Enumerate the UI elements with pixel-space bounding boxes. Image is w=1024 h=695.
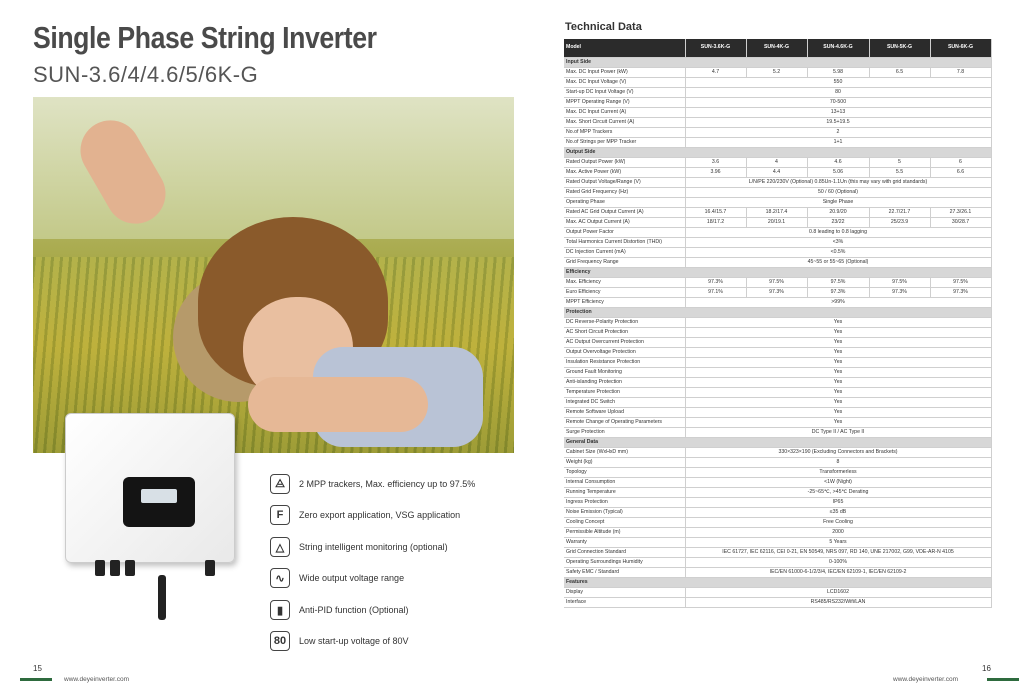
row-value: <1W (Night) xyxy=(685,477,991,487)
row-value: 50 / 60 (Optional) xyxy=(685,187,991,197)
table-row xyxy=(564,77,991,87)
table-row xyxy=(564,107,991,117)
row-label: Grid Connection Standard xyxy=(564,547,685,557)
row-value: 19.5+19.5 xyxy=(685,117,991,127)
row-value: RS485/RS232/Wifi/LAN xyxy=(685,597,991,607)
row-value: 30/28.7 xyxy=(930,217,991,227)
row-label: Warranty xyxy=(564,537,685,547)
row-label: Display xyxy=(564,587,685,597)
table-row xyxy=(564,377,991,387)
lifestyle-photo xyxy=(33,97,514,453)
feature-text: Wide output voltage range xyxy=(299,573,405,583)
table-row xyxy=(564,567,991,577)
row-value: 97.3% xyxy=(807,287,869,297)
technical-data-table xyxy=(564,39,992,608)
row-label: Grid Frequency Range xyxy=(564,257,685,267)
row-label: Total Harmonics Current Distortion (THDi) xyxy=(564,237,685,247)
row-value: Yes xyxy=(685,407,991,417)
row-label: Remote Change of Operating Parameters xyxy=(564,417,685,427)
table-row xyxy=(564,277,991,287)
row-value: 97.3% xyxy=(746,287,807,297)
row-label: Max. DC Input Power (kW) xyxy=(564,67,685,77)
table-row xyxy=(564,527,991,537)
table-row xyxy=(564,297,991,307)
efficiency-chart-icon: ⨺ xyxy=(270,474,290,494)
table-row xyxy=(564,487,991,497)
row-value: Yes xyxy=(685,397,991,407)
row-label: Internal Consumption xyxy=(564,477,685,487)
row-value: 16.4/15.7 xyxy=(685,207,746,217)
page-number: 16 xyxy=(982,664,991,673)
table-row xyxy=(564,137,991,147)
row-label: Integrated DC Switch xyxy=(564,397,685,407)
table-row xyxy=(564,117,991,127)
row-value: 97.3% xyxy=(685,277,746,287)
row-label: Start-up DC Input Voltage (V) xyxy=(564,87,685,97)
row-value: 0.8 leading to 0.8 lagging xyxy=(685,227,991,237)
row-label: Safety EMC / Standard xyxy=(564,567,685,577)
feature-text: Zero export application, VSG application xyxy=(299,510,461,520)
row-value: 97.5% xyxy=(746,277,807,287)
section-label: Features xyxy=(564,577,991,587)
row-label: AC Short Circuit Protection xyxy=(564,327,685,337)
table-row xyxy=(564,247,991,257)
row-label: Weight (kg) xyxy=(564,457,685,467)
row-value: 5 xyxy=(869,157,930,167)
row-label: Max. Efficiency xyxy=(564,277,685,287)
table-row xyxy=(564,287,991,297)
table-row xyxy=(564,457,991,467)
row-value: 1+1 xyxy=(685,137,991,147)
row-value: 4.7 xyxy=(685,67,746,77)
sine-wave-icon: ∿ xyxy=(270,568,290,588)
connector-icon xyxy=(110,560,120,576)
header-model-cell: SUN-4.6K-G xyxy=(807,39,869,57)
row-label: Max. AC Output Current (A) xyxy=(564,217,685,227)
row-label: Temperature Protection xyxy=(564,387,685,397)
row-value: 18.2/17.4 xyxy=(746,207,807,217)
header-model-label: Model xyxy=(564,39,685,57)
row-value: 4.4 xyxy=(746,167,807,177)
row-label: DC Reverse-Polarity Protection xyxy=(564,317,685,327)
row-value: ≤35 dB xyxy=(685,507,991,517)
photo-girl-arm xyxy=(248,377,428,432)
header-model-cell: SUN-3.6K-G xyxy=(685,39,746,57)
table-row xyxy=(564,507,991,517)
footer-accent-line xyxy=(987,678,1019,681)
table-row xyxy=(564,207,991,217)
row-value: 13+13 xyxy=(685,107,991,117)
row-value: 3.6 xyxy=(685,157,746,167)
feature-text: Low start-up voltage of 80V xyxy=(299,636,409,646)
row-value: 4.6 xyxy=(807,157,869,167)
section-row xyxy=(564,577,991,587)
row-value: IEC 61727, IEC 62116, CEI 0-21, EN 50549, NRS 097, RD 140, UNE 217002, G99, VDE-AR-N 4105 xyxy=(685,547,991,557)
table-row xyxy=(564,467,991,477)
row-label: Rated Output Voltage/Range (V) xyxy=(564,177,685,187)
row-label: Ingress Protection xyxy=(564,497,685,507)
row-value: 97.1% xyxy=(685,287,746,297)
row-value: 27.3/26.1 xyxy=(930,207,991,217)
table-row xyxy=(564,67,991,77)
page-title: Single Phase String Inverter xyxy=(33,20,377,55)
table-row xyxy=(564,397,991,407)
table-row xyxy=(564,357,991,367)
table-row xyxy=(564,517,991,527)
row-value: 2 xyxy=(685,127,991,137)
row-label: Interface xyxy=(564,597,685,607)
row-value: 8 xyxy=(685,457,991,467)
table-row xyxy=(564,367,991,377)
section-row xyxy=(564,437,991,447)
row-value: 7.8 xyxy=(930,67,991,77)
row-label: Max. Active Power (kW) xyxy=(564,167,685,177)
row-label: No.of MPP Trackers xyxy=(564,127,685,137)
row-value: 97.3% xyxy=(869,287,930,297)
table-row xyxy=(564,417,991,427)
row-label: Output Power Factor xyxy=(564,227,685,237)
model-subtitle: SUN-3.6/4/4.6/5/6K-G xyxy=(33,62,259,87)
row-label: Permissible Altitude (m) xyxy=(564,527,685,537)
table-row xyxy=(564,157,991,167)
table-row xyxy=(564,347,991,357)
footer-url: www.deyeinverter.com xyxy=(64,676,130,683)
table-row xyxy=(564,127,991,137)
row-value: -25~65℃, >45℃ Derating xyxy=(685,487,991,497)
row-value: Transformerless xyxy=(685,467,991,477)
feature-text: String intelligent monitoring (optional) xyxy=(299,542,448,552)
connector-icon xyxy=(95,560,105,576)
row-value: 18/17.2 xyxy=(685,217,746,227)
table-row xyxy=(564,97,991,107)
row-value: 6.5 xyxy=(869,67,930,77)
header-model-cell: SUN-5K-G xyxy=(869,39,930,57)
table-row xyxy=(564,327,991,337)
footer-url: www.deyeinverter.com xyxy=(893,676,959,683)
page-number: 15 xyxy=(33,664,42,673)
inverter-lcd-screen xyxy=(141,489,177,503)
row-value: Yes xyxy=(685,317,991,327)
header-model-cell: SUN-4K-G xyxy=(746,39,807,57)
row-value: L/N/PE 220/230V (Optional) 0.85Un-1.1Un (this may vary with grid standards) xyxy=(685,177,991,187)
table-row xyxy=(564,447,991,457)
section-label: Protection xyxy=(564,307,991,317)
row-value: Yes xyxy=(685,377,991,387)
row-value: 97.3% xyxy=(930,287,991,297)
row-value: Single Phase xyxy=(685,197,991,207)
table-row xyxy=(564,317,991,327)
row-value: IEC/EN 61000-6-1/2/3/4, IEC/EN 62109-1, IEC/EN 62109-2 xyxy=(685,567,991,577)
section-row xyxy=(564,147,991,157)
row-label: MPPT Efficiency xyxy=(564,297,685,307)
panel-icon: ▮ xyxy=(270,600,290,620)
triangle-monitor-icon: △ xyxy=(270,537,290,557)
row-value: <3% xyxy=(685,237,991,247)
row-value: 550 xyxy=(685,77,991,87)
row-value: Yes xyxy=(685,387,991,397)
table-row xyxy=(564,257,991,267)
feature-item xyxy=(270,504,460,526)
row-label: Topology xyxy=(564,467,685,477)
table-row xyxy=(564,557,991,567)
section-row xyxy=(564,307,991,317)
section-title: Technical Data xyxy=(565,21,642,33)
table-row xyxy=(564,587,991,597)
row-label: Max. Short Circuit Current (A) xyxy=(564,117,685,127)
row-label: Euro Efficiency xyxy=(564,287,685,297)
row-value: Yes xyxy=(685,417,991,427)
section-label: Input Side xyxy=(564,57,991,67)
row-label: DC Injection Current (mA) xyxy=(564,247,685,257)
row-label: Insulation Resistance Protection xyxy=(564,357,685,367)
table-row xyxy=(564,427,991,437)
row-value: 23/22 xyxy=(807,217,869,227)
connector-icon xyxy=(125,560,135,576)
row-label: Output Overvoltage Protection xyxy=(564,347,685,357)
table-row xyxy=(564,497,991,507)
row-value: 6 xyxy=(930,157,991,167)
table-row xyxy=(564,217,991,227)
table-row xyxy=(564,237,991,247)
section-row xyxy=(564,267,991,277)
row-label: Noise Emission (Typical) xyxy=(564,507,685,517)
row-value: Free Cooling xyxy=(685,517,991,527)
table-row xyxy=(564,177,991,187)
row-label: Remote Software Upload xyxy=(564,407,685,417)
row-value: IP65 xyxy=(685,497,991,507)
row-label: Ground Fault Monitoring xyxy=(564,367,685,377)
row-value: 20.9/20 xyxy=(807,207,869,217)
row-label: Rated AC Grid Output Current (A) xyxy=(564,207,685,217)
row-value: 97.5% xyxy=(807,277,869,287)
row-value: 20/19.1 xyxy=(746,217,807,227)
row-value: 6.6 xyxy=(930,167,991,177)
row-label: Rated Output Power (kW) xyxy=(564,157,685,167)
row-label: Running Temperature xyxy=(564,487,685,497)
row-value: 5.06 xyxy=(807,167,869,177)
section-row xyxy=(564,57,991,67)
row-value: 5.5 xyxy=(869,167,930,177)
table-row xyxy=(564,87,991,97)
row-value: 0-100% xyxy=(685,557,991,567)
feature-item xyxy=(270,536,448,558)
row-value: <0.5% xyxy=(685,247,991,257)
feature-text: Anti-PID function (Optional) xyxy=(299,605,409,615)
row-label: No.of Strings per MPP Tracker xyxy=(564,137,685,147)
table-row xyxy=(564,337,991,347)
row-label: Cooling Concept xyxy=(564,517,685,527)
row-value: 4 xyxy=(746,157,807,167)
row-value: 3.96 xyxy=(685,167,746,177)
table-header-row xyxy=(564,39,991,57)
row-value: >99% xyxy=(685,297,991,307)
row-label: Surge Protection xyxy=(564,427,685,437)
table-row xyxy=(564,407,991,417)
table-row xyxy=(564,197,991,207)
row-label: Operating Phase xyxy=(564,197,685,207)
f-letter-icon: F xyxy=(270,505,290,525)
row-value: 330×323×190 (Excluding Connectors and Brackets) xyxy=(685,447,991,457)
table-row xyxy=(564,597,991,607)
feature-item xyxy=(270,473,475,495)
row-label: Rated Grid Frequency (Hz) xyxy=(564,187,685,197)
row-value: DC Type II / AC Type II xyxy=(685,427,991,437)
section-label: General Data xyxy=(564,437,991,447)
connector-icon xyxy=(205,560,215,576)
feature-item xyxy=(270,599,409,621)
row-value: Yes xyxy=(685,337,991,347)
table-row xyxy=(564,167,991,177)
section-label: Output Side xyxy=(564,147,991,157)
table-row xyxy=(564,387,991,397)
inverter-connectors xyxy=(75,560,225,580)
row-value: 80 xyxy=(685,87,991,97)
row-value: 70-500 xyxy=(685,97,991,107)
header-model-cell: SUN-6K-G xyxy=(930,39,991,57)
row-value: Yes xyxy=(685,357,991,367)
table-row xyxy=(564,187,991,197)
feature-item xyxy=(270,630,409,652)
footer-accent-line xyxy=(20,678,52,681)
row-value: 97.5% xyxy=(930,277,991,287)
row-value: Yes xyxy=(685,347,991,357)
row-value: 45~55 or 55~65 (Optional) xyxy=(685,257,991,267)
row-label: Max. DC Input Current (A) xyxy=(564,107,685,117)
80-badge-icon: 80 xyxy=(270,631,290,651)
feature-item xyxy=(270,567,404,589)
row-label: Anti-islanding Protection xyxy=(564,377,685,387)
row-value: LCD1602 xyxy=(685,587,991,597)
row-label: Cabinet Size (WxHxD mm) xyxy=(564,447,685,457)
row-value: 5.98 xyxy=(807,67,869,77)
row-value: Yes xyxy=(685,367,991,377)
inverter-display-panel xyxy=(123,477,195,527)
inverter-product-image xyxy=(65,413,235,563)
row-label: MPPT Operating Range (V) xyxy=(564,97,685,107)
row-label: AC Output Overcurrent Protection xyxy=(564,337,685,347)
table-row xyxy=(564,227,991,237)
right-page xyxy=(520,0,1024,695)
table-row xyxy=(564,477,991,487)
row-value: 25/23.9 xyxy=(869,217,930,227)
feature-text: 2 MPP trackers, Max. efficiency up to 97.5% xyxy=(299,479,476,489)
row-value: 97.5% xyxy=(869,277,930,287)
table-row xyxy=(564,537,991,547)
row-value: 2000 xyxy=(685,527,991,537)
row-value: 5.2 xyxy=(746,67,807,77)
row-value: 22.7/21.7 xyxy=(869,207,930,217)
row-label: Operating Surroundings Humidity xyxy=(564,557,685,567)
table-row xyxy=(564,547,991,557)
inverter-cable xyxy=(158,575,166,620)
row-label: Max. DC Input Voltage (V) xyxy=(564,77,685,87)
row-value: 5 Years xyxy=(685,537,991,547)
section-label: Efficiency xyxy=(564,267,991,277)
row-value: Yes xyxy=(685,327,991,337)
